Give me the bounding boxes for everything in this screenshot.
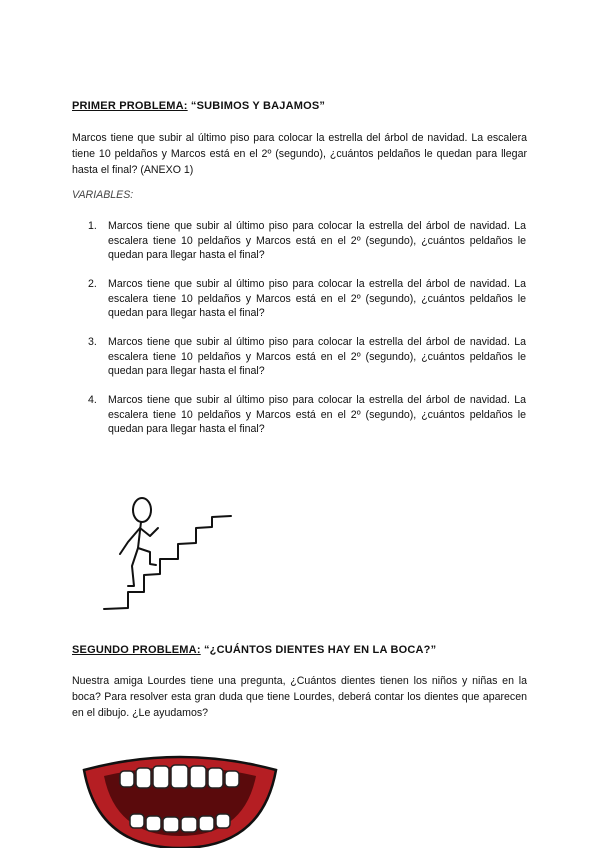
problem1-title: “SUBIMOS Y BAJAMOS”: [190, 100, 326, 112]
variable-number: 3.: [88, 336, 97, 348]
variable-number: 2.: [88, 278, 97, 290]
problem1-heading: [72, 100, 325, 112]
problem1-intro: Marcos tiene que subir al último piso para colocar la estrella del árbol de navidad. La escalera tiene 10 peldaños y Marcos está en el 2º (segundo), ¿cuántos peldaños le quedan para llegar hasta el final? (ANEXO 1): [72, 132, 527, 176]
variable-number: 4.: [88, 394, 97, 406]
variables-label: VARIABLES:: [72, 189, 134, 201]
problem2-heading: [72, 644, 436, 656]
problem2-label: SEGUNDO PROBLEMA:: [72, 644, 201, 656]
variable-text: Marcos tiene que subir al último piso para colocar la estrella del árbol de navidad. La escalera tiene 10 peldaños y Marcos está en el 2º (segundo), ¿cuántos peldaños le quedan para llegar hasta el final?: [108, 336, 526, 377]
stick-figure-stairs-icon: [98, 492, 238, 614]
variable-text: Marcos tiene que subir al último piso para colocar la estrella del árbol de navidad. La escalera tiene 10 peldaños y Marcos está en el 2º (segundo), ¿cuántos peldaños le quedan para llegar hasta el final?: [108, 278, 526, 319]
variable-text: Marcos tiene que subir al último piso para colocar la estrella del árbol de navidad. La escalera tiene 10 peldaños y Marcos está en el 2º (segundo), ¿cuántos peldaños le quedan para llegar hasta el final?: [108, 220, 526, 261]
variable-text: Marcos tiene que subir al último piso para colocar la estrella del árbol de navidad. La escalera tiene 10 peldaños y Marcos está en el 2º (segundo), ¿cuántos peldaños le quedan para llegar hasta el final?: [108, 394, 526, 435]
smiling-mouth-teeth-icon: [80, 740, 280, 848]
variable-number: 1.: [88, 220, 97, 232]
problem2-title: “¿CUÁNTOS DIENTES HAY EN LA BOCA?”: [203, 644, 437, 656]
problem2-intro: Nuestra amiga Lourdes tiene una pregunta, ¿Cuántos dientes tienen los niños y niñas en la boca? Para resolver esta gran duda que tiene Lourdes, deberá contar los dientes que aparecen en el dibujo. ¿Le ayudamos?: [72, 675, 527, 719]
problem1-label: PRIMER PROBLEMA:: [72, 100, 188, 112]
